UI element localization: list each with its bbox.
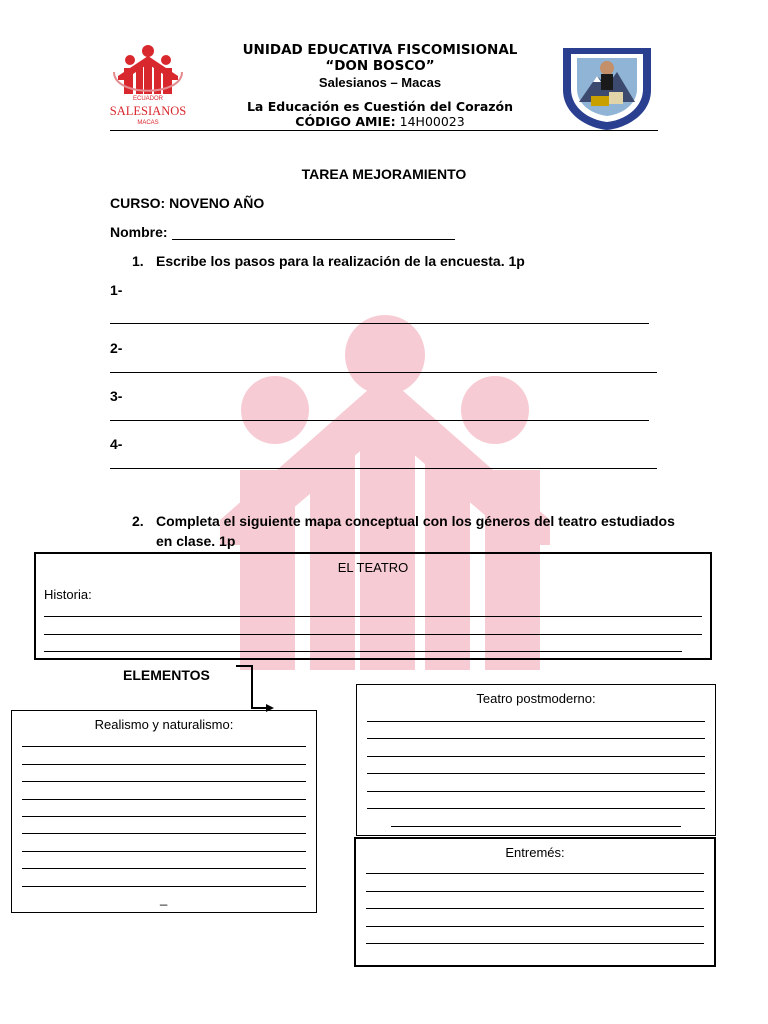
logo-main-text: SALESIANOS (109, 104, 187, 118)
elementos-label: ELEMENTOS (123, 667, 210, 683)
q2-text-line1: Completa el siguiente mapa conceptual con los géneros del teatro estudiados (156, 513, 675, 529)
q1-answer-line-1[interactable] (110, 323, 649, 324)
postmoderno-answer-line[interactable] (367, 773, 705, 774)
elementos-arrow-icon (230, 660, 280, 716)
teatro-main-title: EL TEATRO (337, 560, 409, 575)
entremes-answer-line[interactable] (366, 943, 704, 944)
salesianos-emblem-icon (108, 42, 188, 102)
q1-answer-line-2[interactable] (110, 372, 657, 373)
amie-row (220, 114, 540, 129)
realismo-answer-line[interactable] (22, 833, 306, 834)
amie-label: CÓDIGO AMIE: (295, 114, 396, 129)
logo-top-text: ECUADOR (132, 96, 163, 102)
realismo-answer-line[interactable] (22, 781, 306, 782)
realismo-answer-line[interactable] (22, 886, 306, 887)
q1-number: 1. (132, 253, 144, 269)
entremes-answer-line[interactable] (366, 908, 704, 909)
entremes-answer-line[interactable] (366, 926, 704, 927)
q1-text: Escribe los pasos para la realización de la encuesta. 1p (156, 253, 525, 269)
postmoderno-answer-line[interactable] (367, 721, 705, 722)
entremes-answer-line[interactable] (366, 891, 704, 892)
logo-sub-text: MACAS (137, 120, 159, 126)
postmoderno-answer-line[interactable] (367, 756, 705, 757)
postmoderno-answer-line[interactable] (391, 826, 681, 827)
entremes-title: Entremés: (505, 845, 565, 860)
header-divider (110, 130, 658, 131)
realismo-answer-line[interactable] (22, 764, 306, 765)
historia-answer-line-2[interactable] (44, 634, 702, 635)
q2-number: 2. (132, 513, 144, 529)
postmoderno-box (356, 684, 716, 836)
school-subname: “DON BOSCO” (325, 58, 435, 74)
realismo-answer-line[interactable] (22, 851, 306, 852)
historia-answer-line-3[interactable] (44, 651, 682, 652)
q1-item-2: 2- (110, 340, 123, 356)
postmoderno-answer-line[interactable] (367, 738, 705, 739)
q1-answer-line-4[interactable] (110, 468, 657, 469)
entremes-box (354, 837, 716, 967)
school-crest-right (555, 42, 659, 132)
realismo-answer-line[interactable] (22, 868, 306, 869)
entremes-answer-line[interactable] (366, 873, 704, 874)
school-motto: La Educación es Cuestión del Corazón (246, 99, 514, 114)
page-title: TAREA MEJORAMIENTO (301, 166, 467, 182)
historia-label: Historia: (44, 587, 92, 602)
realismo-answer-line[interactable] (22, 816, 306, 817)
q2-text-line2: en clase. 1p (156, 533, 236, 549)
postmoderno-answer-line[interactable] (367, 808, 705, 809)
q1-answer-line-3[interactable] (110, 420, 649, 421)
realismo-title: Realismo y naturalismo: (94, 717, 234, 732)
name-input-line[interactable] (172, 239, 455, 240)
postmoderno-title: Teatro postmoderno: (476, 691, 596, 706)
teatro-main-box (34, 552, 712, 660)
school-logo-left (108, 42, 188, 132)
realismo-trailing-mark: _ (160, 891, 168, 906)
amie-code: 14H00023 (399, 114, 465, 129)
course-label: CURSO: NOVENO AÑO (110, 195, 265, 211)
realismo-answer-line[interactable] (22, 746, 306, 747)
q1-item-4: 4- (110, 436, 123, 452)
historia-answer-line-1[interactable] (44, 616, 702, 617)
realismo-box (11, 710, 317, 913)
postmoderno-answer-line[interactable] (367, 791, 705, 792)
q1-item-1: 1- (110, 282, 123, 298)
realismo-answer-line[interactable] (22, 799, 306, 800)
school-location: Salesianos – Macas (318, 75, 442, 90)
q1-item-3: 3- (110, 388, 123, 404)
school-name: UNIDAD EDUCATIVA FISCOMISIONAL (242, 42, 518, 58)
name-label: Nombre: (110, 224, 168, 240)
